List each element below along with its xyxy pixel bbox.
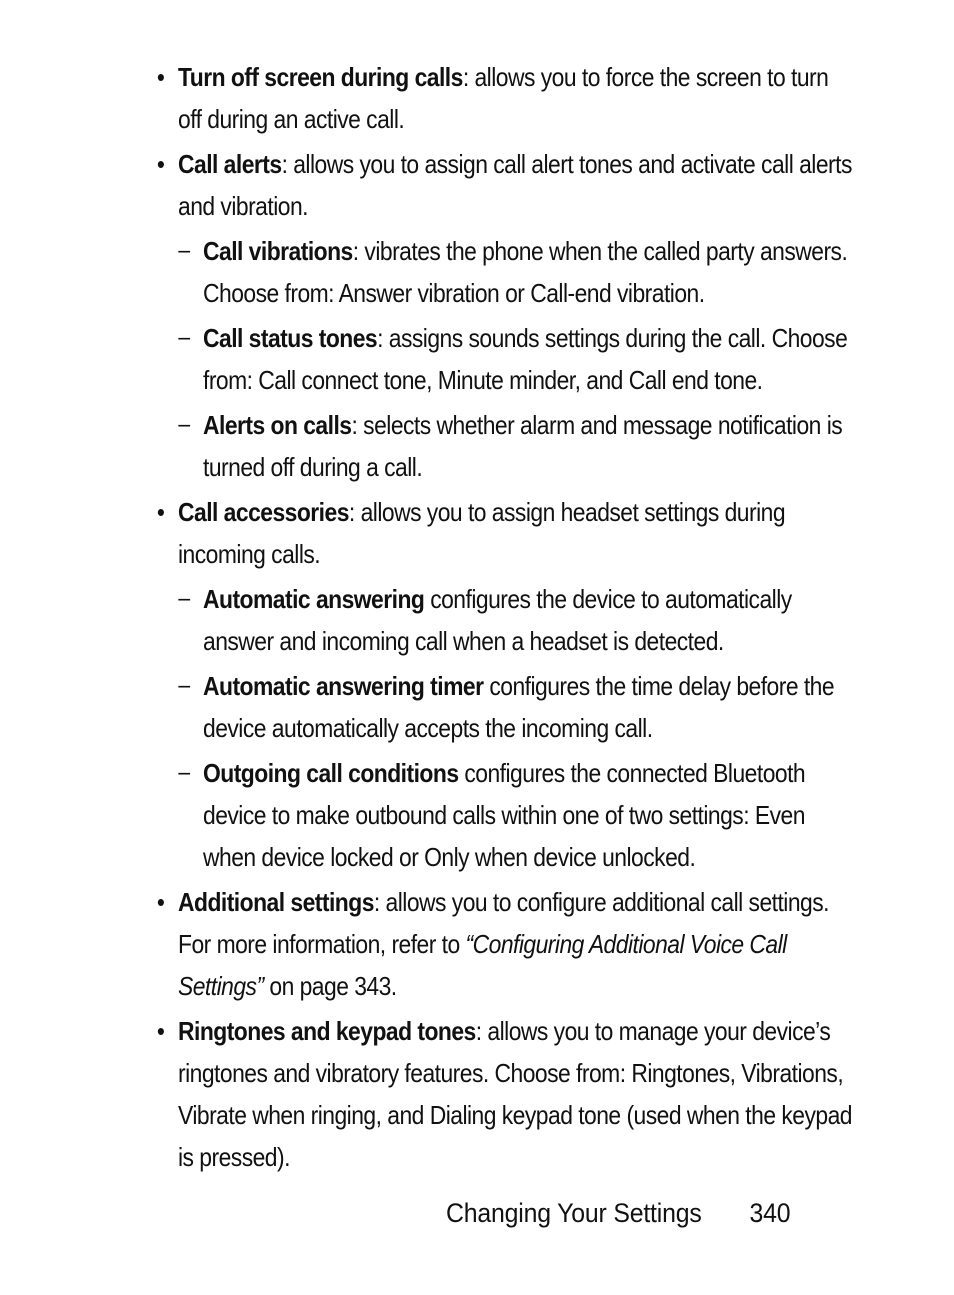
sub-item-automatic-answering [178,578,854,662]
item-text: configures the device to automatically answer and incoming call when a headset is detected. [203,584,792,656]
item-term: Ringtones and keypad tones [178,1016,476,1046]
sub-item-outgoing-call-conditions [178,752,854,878]
item-term: Alerts on calls [203,410,352,440]
bullet-marker: • [156,1016,165,1046]
bullet-marker: • [156,887,165,917]
item-term: Call alerts [178,149,282,179]
sub-item-call-vibrations [178,230,854,314]
item-text: configures the connected Bluetooth device to make outbound calls within one of two settings: Even when device locked or Only when device unlocked. [203,758,806,872]
sub-item-call-status-tones [178,317,854,401]
bullet-marker: • [156,62,165,92]
item-term: Automatic answering timer [203,671,484,701]
item-text: configures the time delay before the device automatically accepts the incoming call. [203,671,835,743]
document-body [0,56,954,1181]
item-term: Additional settings [178,887,374,917]
list-item-call-accessories [156,491,856,575]
list-item-additional-settings [156,881,856,1007]
item-text: : allows you to configure additional call settings. For more information, refer to [178,887,829,959]
item-text: : vibrates the phone when the called party answers. Choose from: Answer vibration or Call-end vibration. [203,236,848,308]
item-term: Call status tones [203,323,378,353]
item-text: : allows you to manage your device’s ringtones and vibratory features. Choose from: Ringtones, Vibrations, Vibrate when ringing, and Dialing keypad tone (used when the keypad is pressed). [178,1016,852,1172]
item-text: : selects whether alarm and message notification is turned off during a call. [203,410,843,482]
bullet-marker: • [156,149,165,179]
page-number: 340 [749,1198,791,1228]
item-term: Call accessories [178,497,349,527]
sub-item-alerts-on-calls [178,404,854,488]
sub-item-automatic-answering-timer [178,665,854,749]
dash-marker: – [178,672,190,699]
item-text: : assigns sounds settings during the call. Choose from: Call connect tone, Minute minder, and Call end tone. [203,323,848,395]
dash-marker: – [178,324,190,351]
bullet-marker: • [156,497,165,527]
cross-reference-link[interactable]: “Configuring Additional Voice Call Settings” [178,929,787,1001]
item-term: Turn off screen during calls [178,62,463,92]
item-term: Automatic answering [203,584,425,614]
list-item-call-alerts [156,143,856,227]
dash-marker: – [178,411,190,438]
item-term: Outgoing call conditions [203,758,459,788]
list-item-ringtones-keypad-tones [156,1010,856,1178]
item-term: Call vibrations [203,236,353,266]
item-text: : allows you to force the screen to turn off during an active call. [178,62,829,134]
item-text: : allows you to assign headset settings during incoming calls. [178,497,786,569]
list-item-turn-off-screen [156,56,856,140]
dash-marker: – [178,585,190,612]
item-text: : allows you to assign call alert tones and activate call alerts and vibration. [178,149,852,221]
dash-marker: – [178,237,190,264]
dash-marker: – [178,759,190,786]
item-text-after: on page 343. [263,971,397,1001]
page-footer [446,1193,790,1233]
footer-section-title: Changing Your Settings [446,1198,702,1228]
